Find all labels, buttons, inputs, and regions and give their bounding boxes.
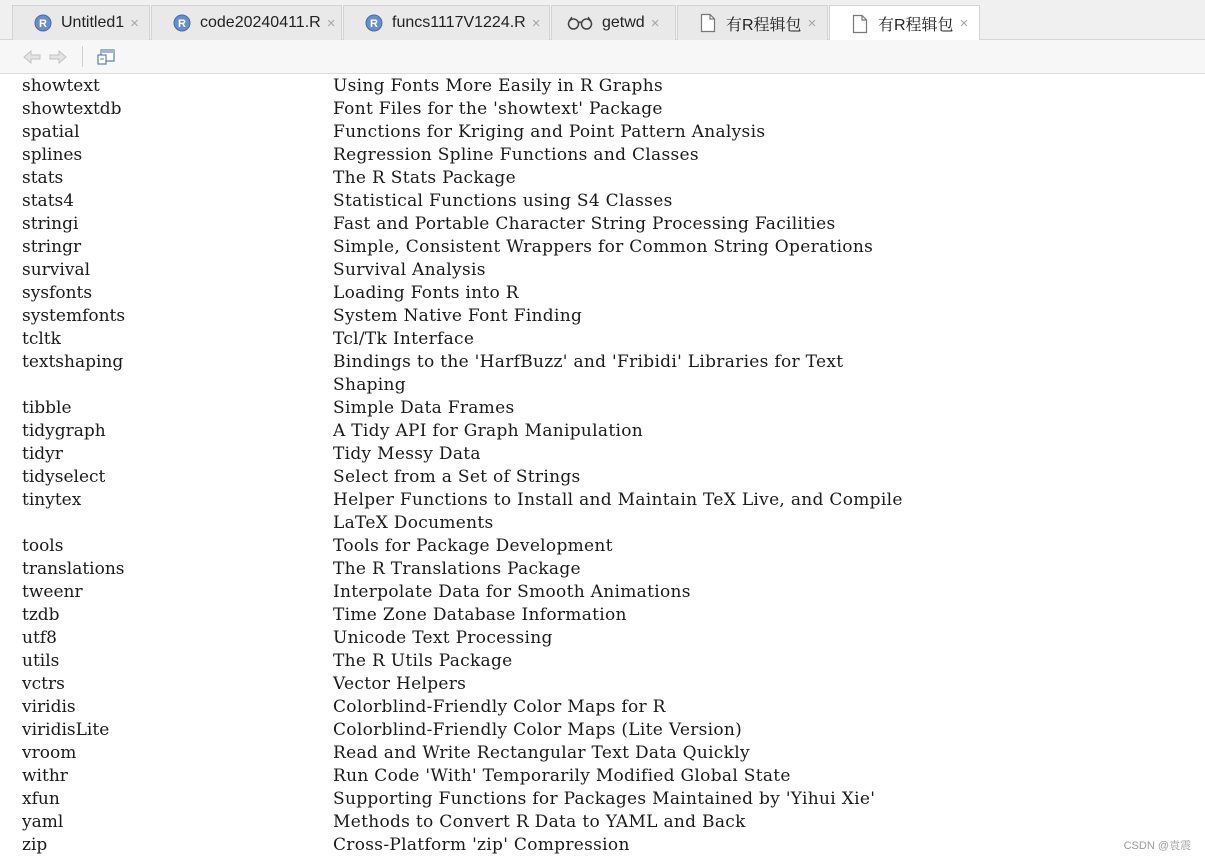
close-icon[interactable]: × xyxy=(650,14,660,32)
package-name: tidygraph xyxy=(22,421,106,441)
package-name: viridis xyxy=(22,697,76,717)
package-name: systemfonts xyxy=(22,306,126,326)
package-description: Tcl/Tk Interface xyxy=(333,329,475,349)
editor-tab-bar xyxy=(0,0,1205,40)
package-description: Functions for Kriging and Point Pattern Analysis xyxy=(333,122,766,142)
package-description: Colorblind-Friendly Color Maps for R xyxy=(333,697,666,717)
list-item xyxy=(0,834,1205,857)
package-description-continued: Shaping xyxy=(333,375,406,395)
package-name: stats4 xyxy=(22,191,75,211)
r-file-icon xyxy=(364,13,384,33)
tab-label: Untitled1 xyxy=(61,14,125,31)
package-name: showtext xyxy=(22,76,100,96)
package-name: tidyr xyxy=(22,444,63,464)
tab-label: 有R程辑包 xyxy=(878,17,954,34)
list-item xyxy=(0,259,1205,282)
package-name: spatial xyxy=(22,122,80,142)
list-item xyxy=(0,650,1205,673)
package-name: splines xyxy=(22,145,83,165)
list-item-continuation xyxy=(0,512,1205,535)
package-description-continued: LaTeX Documents xyxy=(333,513,494,533)
package-name: tzdb xyxy=(22,605,60,625)
close-icon[interactable]: × xyxy=(531,14,541,32)
package-description: Helper Functions to Install and Maintain TeX Live, and Compile xyxy=(333,490,903,510)
tab-3[interactable] xyxy=(551,5,676,40)
list-item xyxy=(0,98,1205,121)
package-description: Tools for Package Development xyxy=(333,536,613,556)
package-description: Read and Write Rectangular Text Data Quickly xyxy=(333,743,750,763)
package-description: Time Zone Database Information xyxy=(333,605,627,625)
package-name: stringi xyxy=(22,214,79,234)
list-item xyxy=(0,420,1205,443)
package-description: A Tidy API for Graph Manipulation xyxy=(333,421,643,441)
package-description: Simple, Consistent Wrappers for Common String Operations xyxy=(333,237,874,257)
package-name: utils xyxy=(22,651,60,671)
package-name: vroom xyxy=(22,743,77,763)
package-description: Survival Analysis xyxy=(333,260,486,280)
back-arrow-icon[interactable] xyxy=(22,48,42,66)
tab-0[interactable] xyxy=(12,5,150,40)
package-name: tibble xyxy=(22,398,72,418)
package-description: Unicode Text Processing xyxy=(333,628,553,648)
package-name: xfun xyxy=(22,789,60,809)
tab-label: code20240411.R xyxy=(200,14,321,31)
watermark: CSDN @袁震 xyxy=(1123,840,1191,852)
tab-5[interactable] xyxy=(829,5,980,41)
list-item xyxy=(0,328,1205,351)
package-name: withr xyxy=(22,766,68,786)
package-description: Loading Fonts into R xyxy=(333,283,519,303)
list-item xyxy=(0,236,1205,259)
svg-text:R: R xyxy=(39,18,47,30)
r-file-icon xyxy=(172,13,192,33)
viewer-toolbar xyxy=(0,40,1205,74)
list-item xyxy=(0,604,1205,627)
package-description: Cross-Platform 'zip' Compression xyxy=(333,835,630,855)
close-icon[interactable]: × xyxy=(326,14,336,32)
popout-window-icon[interactable] xyxy=(96,48,116,66)
package-name: textshaping xyxy=(22,352,124,372)
list-item xyxy=(0,788,1205,811)
list-item xyxy=(0,696,1205,719)
list-item xyxy=(0,190,1205,213)
package-description: The R Utils Package xyxy=(333,651,513,671)
package-description: The R Translations Package xyxy=(333,559,581,579)
glasses-icon xyxy=(566,13,594,33)
package-description: Select from a Set of Strings xyxy=(333,467,581,487)
package-description: Tidy Messy Data xyxy=(333,444,481,464)
list-item xyxy=(0,443,1205,466)
package-name: yaml xyxy=(22,812,64,832)
package-description: Statistical Functions using S4 Classes xyxy=(333,191,673,211)
package-description: Run Code 'With' Temporarily Modified Global State xyxy=(333,766,791,786)
tab-label: 有R程辑包 xyxy=(726,16,802,34)
r-file-icon xyxy=(33,13,53,33)
package-list-viewer xyxy=(0,75,1205,861)
close-icon[interactable]: × xyxy=(130,14,139,32)
package-name: tidyselect xyxy=(22,467,106,487)
package-description: Colorblind-Friendly Color Maps (Lite Version) xyxy=(333,720,743,740)
package-name: stats xyxy=(22,168,64,188)
package-name: tinytex xyxy=(22,490,82,510)
list-item xyxy=(0,144,1205,167)
list-item xyxy=(0,75,1205,98)
package-name: viridisLite xyxy=(22,720,110,740)
list-item-continuation xyxy=(0,374,1205,397)
close-icon[interactable]: × xyxy=(959,15,969,32)
list-item xyxy=(0,719,1205,742)
list-item xyxy=(0,765,1205,788)
tab-1[interactable] xyxy=(151,5,342,40)
package-name: showtextdb xyxy=(22,99,122,119)
list-item xyxy=(0,742,1205,765)
package-name: tools xyxy=(22,536,64,556)
package-name: stringr xyxy=(22,237,82,257)
package-name: zip xyxy=(22,835,48,855)
list-item xyxy=(0,397,1205,420)
package-name: translations xyxy=(22,559,125,579)
package-description: Regression Spline Functions and Classes xyxy=(333,145,699,165)
tab-4[interactable] xyxy=(677,5,828,40)
document-icon xyxy=(850,14,870,34)
list-item xyxy=(0,673,1205,696)
forward-arrow-icon[interactable] xyxy=(48,48,68,66)
svg-text:R: R xyxy=(370,18,378,30)
package-description: System Native Font Finding xyxy=(333,306,583,326)
package-description: Simple Data Frames xyxy=(333,398,515,418)
tab-2[interactable] xyxy=(343,5,550,40)
package-name: tweenr xyxy=(22,582,83,602)
package-name: sysfonts xyxy=(22,283,93,303)
list-item xyxy=(0,282,1205,305)
list-item xyxy=(0,121,1205,144)
package-name: vctrs xyxy=(22,674,65,694)
package-name: utf8 xyxy=(22,628,57,648)
tab-label: funcs1117V1224.R xyxy=(392,14,526,31)
package-description: Vector Helpers xyxy=(333,674,467,694)
list-item xyxy=(0,581,1205,604)
list-item xyxy=(0,351,1205,374)
package-description: Font Files for the 'showtext' Package xyxy=(333,99,663,119)
list-item xyxy=(0,535,1205,558)
list-item xyxy=(0,627,1205,650)
close-icon[interactable]: × xyxy=(807,14,817,32)
package-description: Supporting Functions for Packages Maintained by 'Yihui Xie' xyxy=(333,789,876,809)
list-item xyxy=(0,558,1205,581)
list-item xyxy=(0,167,1205,190)
package-description: Bindings to the 'HarfBuzz' and 'Fribidi' Libraries for Text xyxy=(333,352,844,372)
package-description: Methods to Convert R Data to YAML and Back xyxy=(333,812,746,832)
package-name: survival xyxy=(22,260,91,280)
list-item xyxy=(0,466,1205,489)
toolbar-separator xyxy=(82,46,83,67)
package-description: Using Fonts More Easily in R Graphs xyxy=(333,76,664,96)
list-item xyxy=(0,213,1205,236)
list-item xyxy=(0,489,1205,512)
package-description: Fast and Portable Character String Processing Facilities xyxy=(333,214,836,234)
package-description: The R Stats Package xyxy=(333,168,516,188)
list-item xyxy=(0,305,1205,328)
tab-label: getwd xyxy=(602,14,645,31)
list-item xyxy=(0,811,1205,834)
svg-text:R: R xyxy=(178,18,186,30)
package-description: Interpolate Data for Smooth Animations xyxy=(333,582,691,602)
package-name: tcltk xyxy=(22,329,61,349)
document-icon xyxy=(698,13,718,33)
